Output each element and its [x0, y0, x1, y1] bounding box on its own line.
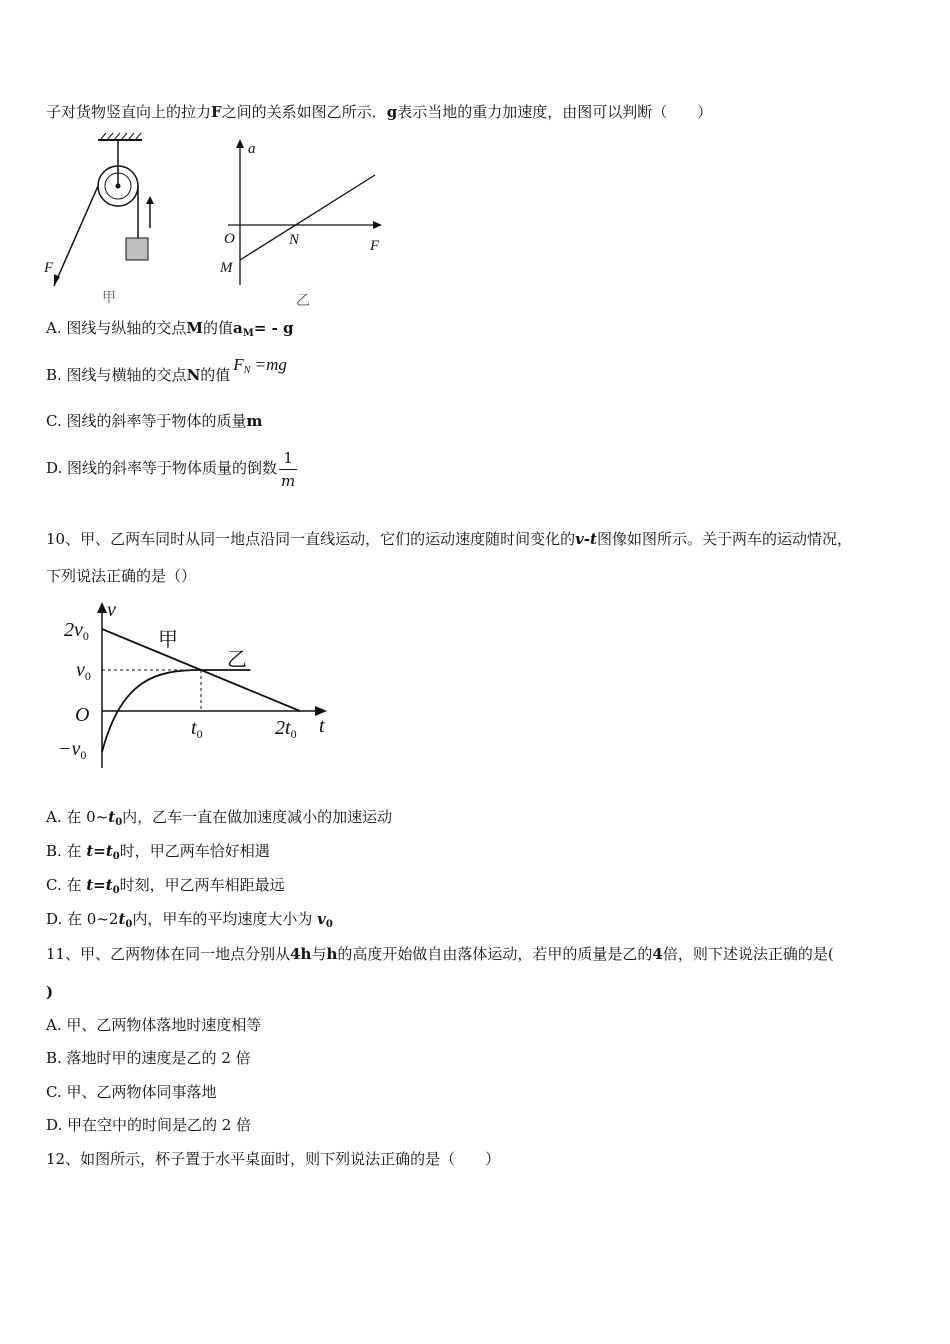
q11-stem-line2: ): [46, 983, 54, 1001]
a-axis-label: a: [248, 141, 256, 157]
origin-label: O: [224, 231, 235, 247]
fig-right-caption: 乙: [296, 293, 310, 309]
fig-left-caption: 甲: [102, 290, 116, 306]
q12-stem: 12、如图所示，杯子置于水平桌面时，则下列说法正确的是（ ）: [46, 1150, 501, 1168]
q10-option-a[interactable]: A. 在 $0\sim t_0$内，乙车一直在做加速度减小的加速运动: [46, 808, 393, 828]
series-jia-label: 甲: [158, 627, 178, 651]
fraction-1-over-m: $\frac{1}{m}$: [281, 448, 296, 490]
q11-option-b[interactable]: B. 落地时甲的速度是乙的 2 倍: [46, 1049, 251, 1067]
q10-stem-line2: 下列说法正确的是（）: [46, 567, 197, 585]
m-label: M: [220, 260, 233, 276]
q10-option-b[interactable]: B. 在 $t=t_0$时，甲乙两车恰好相遇: [46, 842, 270, 862]
n-label: N: [289, 232, 300, 248]
pulley-figure: [40, 128, 170, 308]
q11-stem-line1: 11、甲、乙两物体在同一地点分别从4h与h的高度开始做自由落体运动，若甲的质量是乙的4倍，则下述说法正确的是(: [46, 945, 834, 963]
y-tick-neg-v0: $-v_0$: [58, 738, 87, 762]
pulley-force-label: F: [44, 260, 54, 276]
t-axis-label: t: [319, 715, 325, 737]
y-tick-v0: $v_0$: [76, 659, 91, 683]
q9-option-b[interactable]: B. 图线与横轴的交点N的值$F_N =mg$: [46, 355, 287, 384]
q11-option-c[interactable]: C. 甲、乙两物体同事落地: [46, 1083, 217, 1101]
vt-graph: [55, 598, 345, 778]
a-f-graph: [210, 135, 390, 310]
q10-option-d[interactable]: D. 在 $0\sim 2t_0$内，甲车的平均速度大小为 $v_0$: [46, 910, 333, 930]
v-axis-label: v: [107, 599, 116, 621]
q9-option-d[interactable]: D. 图线的斜率等于物体质量的倒数 $\frac{1}{m}$: [46, 448, 296, 490]
series-yi-label: 乙: [227, 647, 247, 671]
x-tick-2t0: $2t_0$: [275, 717, 297, 741]
y-tick-2v0: $2v_0$: [64, 619, 89, 643]
q10-stem-line1: 10、甲、乙两车同时从同一地点沿同一直线运动，它们的运动速度随时间变化的v-t图像如图所示。关于两车的运动情况，: [46, 530, 852, 548]
origin-o-label: O: [75, 704, 90, 726]
f-axis-label: F: [370, 238, 380, 254]
q9-option-a[interactable]: A. 图线与纵轴的交点M的值$a_M= - g$: [46, 319, 294, 339]
x-tick-t0: $t_0$: [191, 717, 203, 741]
q11-option-d[interactable]: D. 甲在空中的时间是乙的 2 倍: [46, 1116, 252, 1134]
q9-stem: 子对货物竖直向上的拉力F之间的关系如图乙所示．g表示当地的重力加速度，由图可以判断（ ）: [46, 103, 713, 121]
a-f-line: [240, 175, 375, 260]
q10-option-c[interactable]: C. 在 $t=t_0$时刻，甲乙两车相距最远: [46, 876, 285, 896]
q9-option-c[interactable]: C. 图线的斜率等于物体的质量m: [46, 412, 263, 430]
q11-option-a[interactable]: A. 甲、乙两物体落地时速度相等: [46, 1016, 262, 1034]
